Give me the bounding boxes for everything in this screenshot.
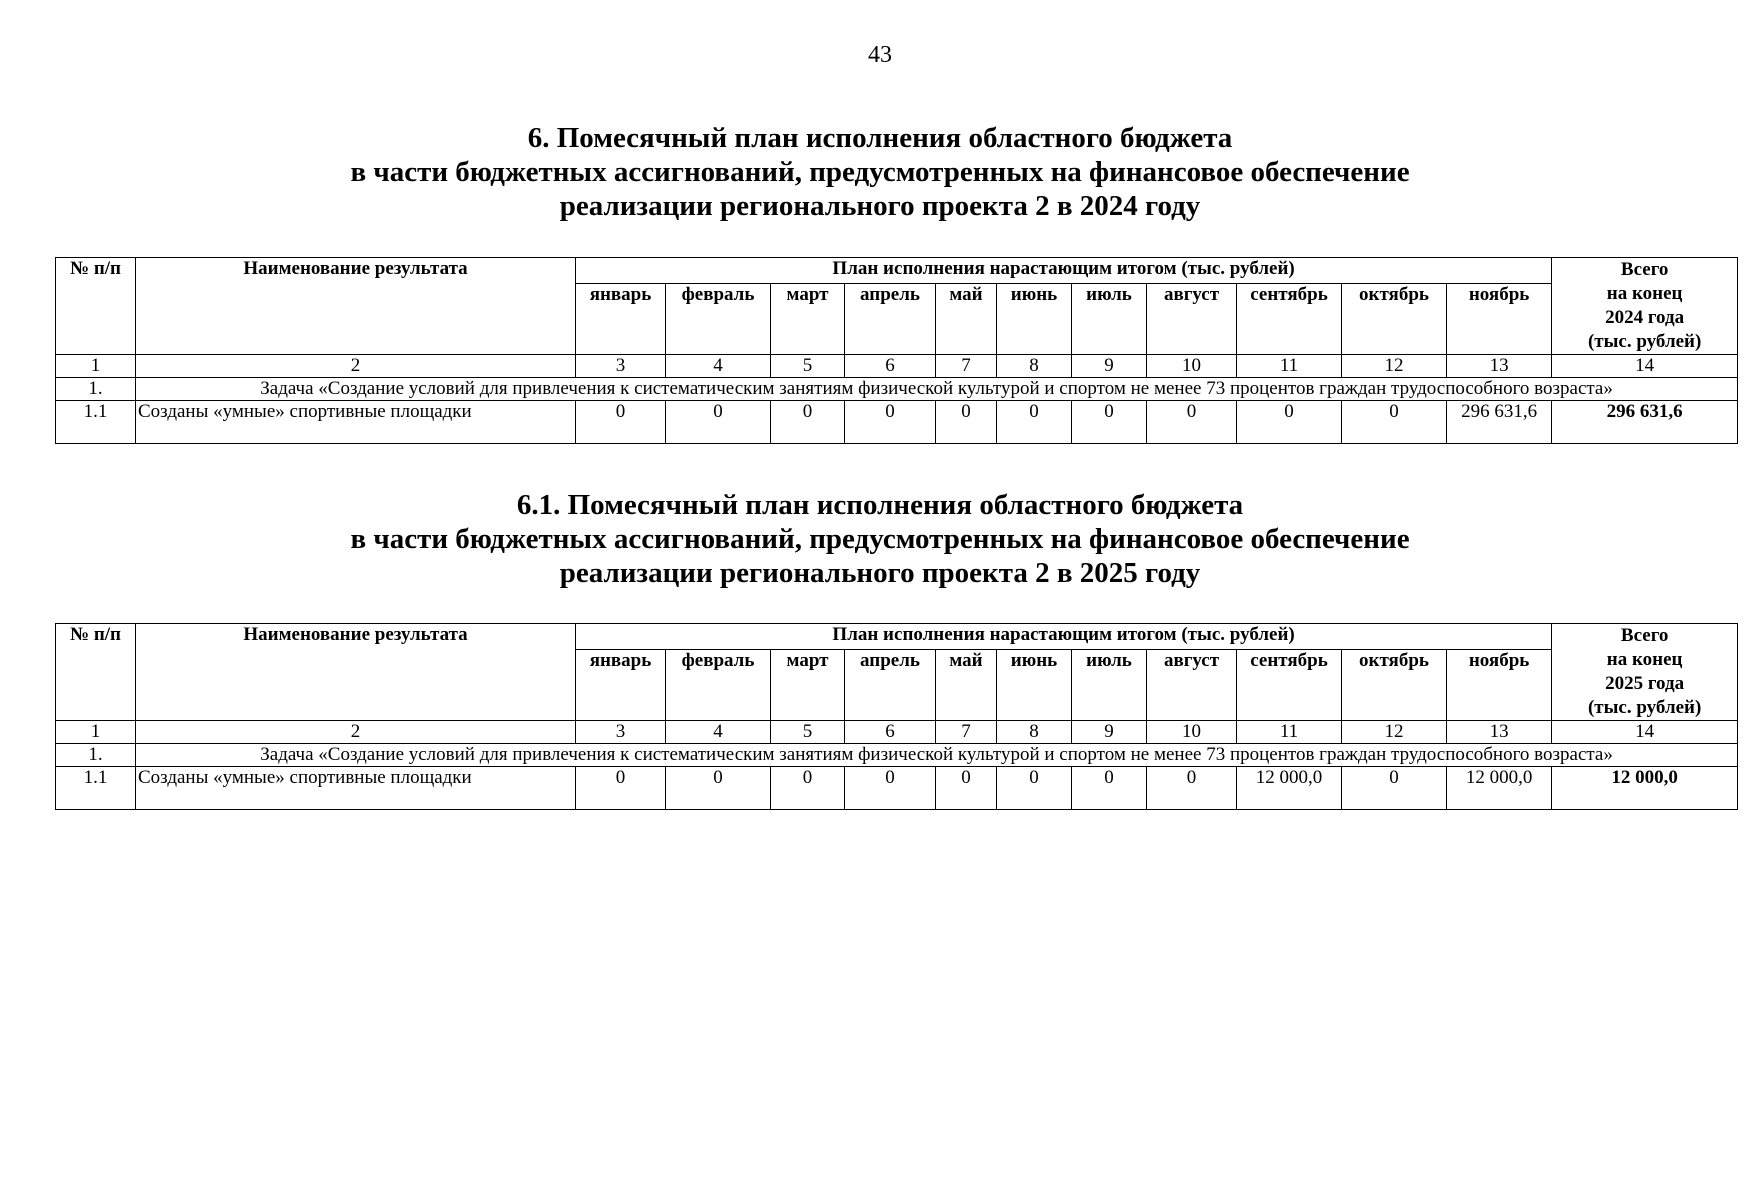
month-value: 0 (1072, 767, 1147, 810)
header-month: сентябрь (1237, 284, 1342, 355)
column-number: 10 (1147, 355, 1237, 378)
column-number: 10 (1147, 721, 1237, 744)
column-number: 2 (136, 721, 576, 744)
month-value: 0 (1147, 767, 1237, 810)
header-month: март (771, 650, 845, 721)
title-line: реализации регионального проекта 2 в 2024 году (559, 190, 1201, 222)
column-number: 13 (1447, 355, 1552, 378)
column-number: 12 (1342, 355, 1447, 378)
header-row-number: № п/п (56, 624, 136, 721)
header-month: май (936, 650, 997, 721)
section-title-2025 (0, 488, 1760, 590)
table-row (56, 401, 1738, 444)
month-value: 0 (771, 767, 845, 810)
column-number: 8 (997, 721, 1072, 744)
header-row-number: № п/п (56, 258, 136, 355)
column-number: 14 (1552, 355, 1738, 378)
month-value: 0 (845, 401, 936, 444)
title-line: 6. Помесячный план исполнения областного бюджета (527, 122, 1233, 154)
column-number: 13 (1447, 721, 1552, 744)
header-total-line: (тыс. рублей) (1587, 331, 1702, 352)
title-line: в части бюджетных ассигнований, предусмотренных на финансовое обеспечение (350, 156, 1410, 188)
column-number: 1 (56, 721, 136, 744)
budget-plan-table-2024 (55, 257, 1738, 444)
header-total-line: Всего (1620, 625, 1669, 646)
column-number: 6 (845, 721, 936, 744)
task-number: 1. (56, 744, 136, 767)
header-month: ноябрь (1447, 650, 1552, 721)
month-value: 0 (576, 767, 666, 810)
month-value: 0 (666, 401, 771, 444)
header-month: апрель (845, 650, 936, 721)
header-total-line: Всего (1620, 259, 1669, 280)
header-total-line: на конец (1606, 649, 1683, 670)
column-number: 9 (1072, 721, 1147, 744)
title-line: 6.1. Помесячный план исполнения областного бюджета (516, 489, 1244, 521)
task-description: Задача «Создание условий для привлечения к систематическим занятиям физической культурой и спортом не менее 73 процентов граждан трудоспособного возраста» (136, 378, 1738, 401)
result-number: 1.1 (56, 767, 136, 810)
month-value: 0 (997, 401, 1072, 444)
result-number: 1.1 (56, 401, 136, 444)
result-name: Созданы «умные» спортивные площадки (136, 767, 576, 810)
column-number: 8 (997, 355, 1072, 378)
column-number: 1 (56, 355, 136, 378)
header-month: май (936, 284, 997, 355)
task-description: Задача «Создание условий для привлечения к систематическим занятиям физической культурой и спортом не менее 73 процентов граждан трудоспособного возраста» (136, 744, 1738, 767)
header-total (1552, 258, 1738, 355)
header-plan-group: План исполнения нарастающим итогом (тыс. рублей) (576, 624, 1552, 650)
month-value: 0 (845, 767, 936, 810)
column-number: 3 (576, 721, 666, 744)
budget-plan-table-2025 (55, 623, 1738, 810)
header-month: январь (576, 650, 666, 721)
header-month: январь (576, 284, 666, 355)
month-value: 12 000,0 (1237, 767, 1342, 810)
page-number: 43 (868, 42, 892, 68)
header-month: июль (1072, 284, 1147, 355)
column-number: 14 (1552, 721, 1738, 744)
column-number: 4 (666, 355, 771, 378)
month-value: 0 (936, 401, 997, 444)
header-month: февраль (666, 284, 771, 355)
header-total (1552, 624, 1738, 721)
month-value: 0 (576, 401, 666, 444)
header-result-name: Наименование результата (136, 258, 576, 355)
header-month: июль (1072, 650, 1147, 721)
month-value: 0 (1237, 401, 1342, 444)
table-row (56, 767, 1738, 810)
month-value: 0 (1342, 401, 1447, 444)
column-number: 3 (576, 355, 666, 378)
column-number: 9 (1072, 355, 1147, 378)
header-month: ноябрь (1447, 284, 1552, 355)
month-value: 0 (997, 767, 1072, 810)
column-number: 6 (845, 355, 936, 378)
column-number: 11 (1237, 355, 1342, 378)
header-total-line: на конец (1606, 283, 1683, 304)
header-month: сентябрь (1237, 650, 1342, 721)
header-total-line: (тыс. рублей) (1587, 697, 1702, 718)
total-value: 12 000,0 (1552, 767, 1738, 810)
month-value: 0 (1342, 767, 1447, 810)
header-month: июнь (997, 284, 1072, 355)
header-plan-group: План исполнения нарастающим итогом (тыс. рублей) (576, 258, 1552, 284)
column-number: 11 (1237, 721, 1342, 744)
month-value: 0 (1072, 401, 1147, 444)
header-month: октябрь (1342, 650, 1447, 721)
column-number: 7 (936, 355, 997, 378)
total-value: 296 631,6 (1552, 401, 1738, 444)
month-value: 0 (666, 767, 771, 810)
header-total-line: 2025 года (1605, 673, 1685, 694)
task-number: 1. (56, 378, 136, 401)
header-month: март (771, 284, 845, 355)
header-month: август (1147, 650, 1237, 721)
header-total-line: 2024 года (1605, 307, 1685, 328)
title-line: реализации регионального проекта 2 в 2025 году (559, 557, 1201, 589)
month-value: 0 (771, 401, 845, 444)
header-month: февраль (666, 650, 771, 721)
month-value: 0 (936, 767, 997, 810)
header-month: июнь (997, 650, 1072, 721)
column-number: 2 (136, 355, 576, 378)
header-result-name: Наименование результата (136, 624, 576, 721)
header-month: август (1147, 284, 1237, 355)
column-number: 5 (771, 721, 845, 744)
column-number: 7 (936, 721, 997, 744)
month-value: 296 631,6 (1447, 401, 1552, 444)
month-value: 12 000,0 (1447, 767, 1552, 810)
title-line: в части бюджетных ассигнований, предусмотренных на финансовое обеспечение (350, 523, 1410, 555)
column-number: 12 (1342, 721, 1447, 744)
header-month: апрель (845, 284, 936, 355)
column-number: 4 (666, 721, 771, 744)
header-month: октябрь (1342, 284, 1447, 355)
column-number: 5 (771, 355, 845, 378)
section-title-2024 (0, 121, 1760, 223)
result-name: Созданы «умные» спортивные площадки (136, 401, 576, 444)
month-value: 0 (1147, 401, 1237, 444)
